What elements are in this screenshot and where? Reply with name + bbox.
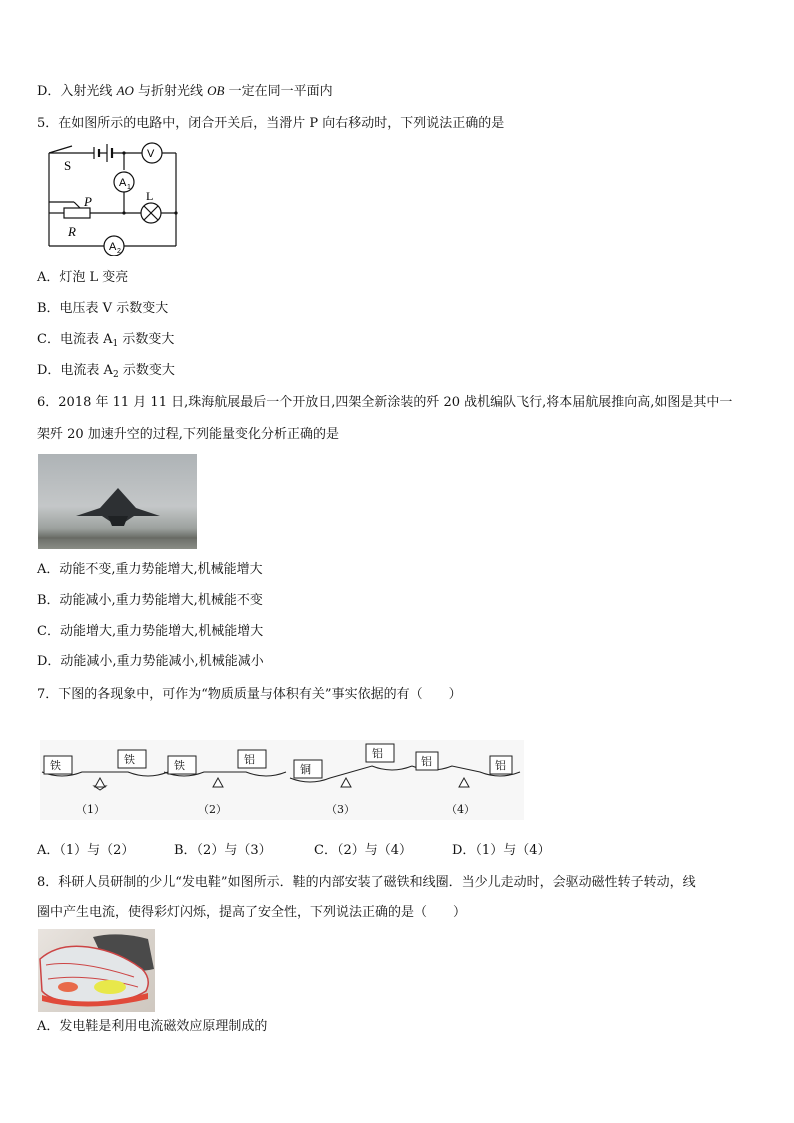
label-s: S (64, 158, 72, 173)
label-l: L (146, 189, 154, 203)
q8-stem-line1: 8．科研人员研制的少儿“发电鞋”如图所示．鞋的内部安装了磁铁和线圈．当少儿走动时，会驱动磁性转子转动，线 (37, 875, 696, 890)
q7-stem: 7．下图的各现象中，可作为“物质质量与体积有关”事实依据的有（ ） (37, 687, 462, 702)
scale3-left-label: 铜 (300, 763, 311, 776)
q5-stem: 5．在如图所示的电路中，闭合开关后，当滑片 P 向右移动时，下列说法正确的是 (37, 116, 505, 131)
q6-option-c: C．动能增大,重力势能增大,机械能增大 (37, 624, 264, 639)
scale1-right-label: 铁 (124, 753, 135, 766)
scale3-right-label: 铝 (372, 747, 383, 760)
scale1-left-label: 铁 (50, 759, 61, 772)
q7-option-a: A．（1）与（2） (37, 843, 135, 858)
scale4-caption: （4） (446, 803, 475, 816)
scale4-left-label: 铝 (421, 755, 432, 768)
q6-stem-line2: 架歼 20 加速升空的过程,下列能量变化分析正确的是 (37, 427, 339, 442)
label-v: V (147, 148, 155, 160)
fighter-jet-icon (38, 454, 197, 549)
q5-option-a: A．灯泡 L 变亮 (37, 270, 129, 285)
power-shoe-photo (38, 929, 155, 1012)
q6-option-d: D．动能减小,重力势能减小,机械能减小 (37, 654, 264, 669)
q6-option-b: B．动能减小,重力势能增大,机械能不变 (37, 593, 263, 608)
q7-balance-figure (40, 740, 524, 820)
q5-option-b: B．电压表 V 示数变大 (37, 301, 169, 316)
q8-option-a: A．发电鞋是利用电流磁效应原理制成的 (37, 1019, 268, 1034)
q7-option-b: B．（2）与（3） (174, 843, 272, 858)
shoe-icon (38, 929, 155, 1012)
scale1-caption: （1） (76, 803, 105, 816)
scale4-right-label: 铝 (495, 759, 506, 772)
q4-option-d: D．入射光线 AO 与折射光线 OB 一定在同一平面内 (37, 83, 333, 99)
q6-option-a: A．动能不变,重力势能增大,机械能增大 (37, 562, 263, 577)
j20-fighter-photo (38, 454, 197, 549)
label-a1-sub: 1 (127, 184, 131, 191)
q5-circuit-diagram (44, 138, 184, 256)
q7-option-c: C．（2）与（4） (314, 843, 412, 858)
q5-option-c: C．电流表 $A_1$ 示数变大 (37, 332, 175, 349)
q7-option-d: D．（1）与（4） (452, 843, 551, 858)
q8-stem-line2: 圈中产生电流，使得彩灯闪烁，提高了安全性，下列说法正确的是（ ） (37, 905, 467, 920)
label-r: R (68, 224, 76, 239)
label-a1: A (119, 177, 127, 189)
scale3-caption: （3） (326, 803, 355, 816)
q6-stem-line1: 6．2018 年 11 月 11 日,珠海航展最后一个开放日,四架全新涂装的歼 20 战机编队飞行,将本届航展推向高,如图是其中一 (37, 395, 733, 410)
scale2-left-label: 铁 (174, 759, 185, 772)
q5-option-d: D．电流表 $A_2$ 示数变大 (37, 363, 175, 380)
scale2-caption: （2） (198, 803, 227, 816)
label-a2: A (109, 241, 117, 253)
label-a2-sub: 2 (117, 248, 121, 255)
label-p: P (84, 194, 92, 209)
scale2-right-label: 铝 (244, 753, 255, 766)
